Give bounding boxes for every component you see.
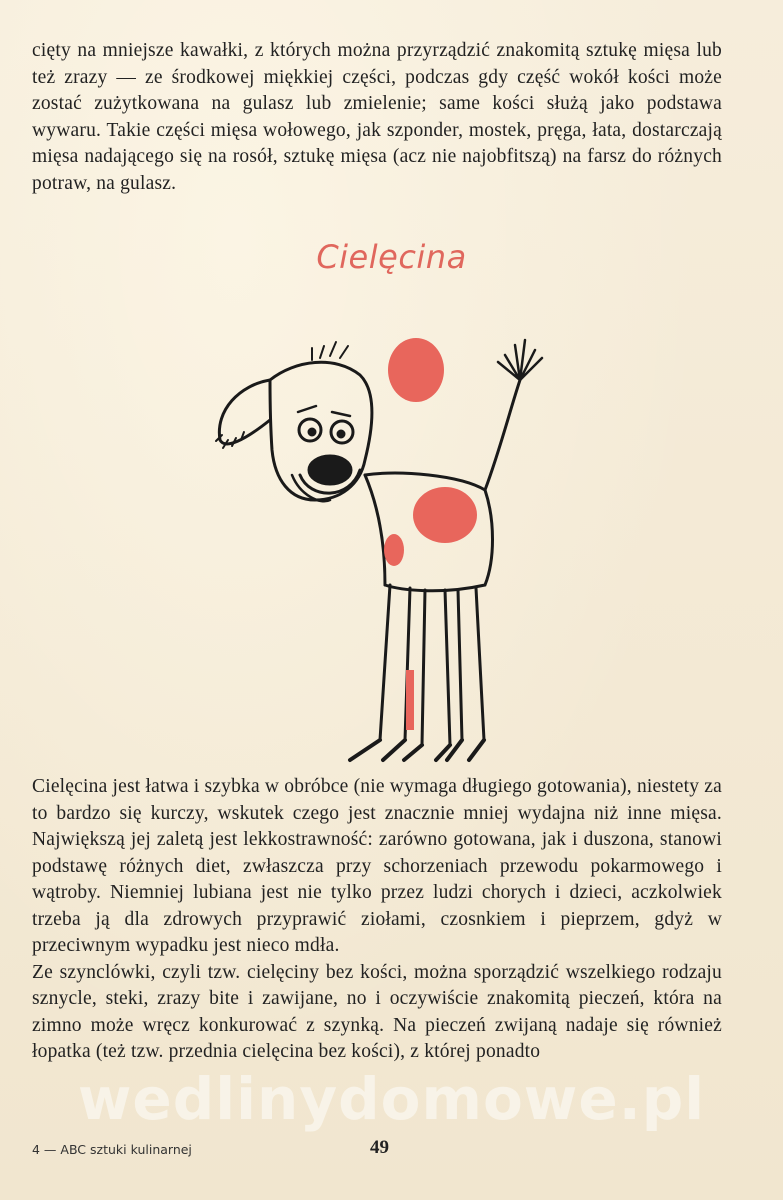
calf-icon [200,300,570,770]
section-paragraph-2: Ze szynclówki, czyli tzw. cielęciny bez kości, można sporządzić wszelkiego rodzaju sznycle, steki, zrazy bite i zawijane, no i oczywiście znakomitą pieczeń, która na zimno może wręcz konkurować z szynką. Na pieczeń zwijaną nadaje się również łopatka (też tzw. przednia cielęcina bez kości), z której ponadto [32,961,722,1062]
section-text-block [32,774,722,1066]
section-title: Cielęcina [316,238,467,276]
intro-text-block [32,38,722,197]
page-number: 49 [370,1137,389,1158]
watermark: wedlinydomowe.pl [77,1065,706,1133]
section-paragraph-1: Cielęcina jest łatwa i szybka w obróbce (nie wymaga długiego gotowania), niestety za to bardzo się kurczy, wskutek czego jest znacznie mniej wydajna niż inne mięsa. Największą jej zaletą jest lekkostrawność: zarówno gotowana, jak i duszona, stanowi podstawę różnych diet, zwłaszcza przy schorzeniach przewodu pokarmowego i wątroby. Niemniej lubiana jest nie tylko przez ludzi chorych i dzieci, aczkolwiek trzeba ją dla zdrowych przyprawić ziołami, czosnkiem i pieprzem, gdyż w przeciwnym wypadku jest nieco mdła. [32,776,722,956]
book-reference: 4 — ABC sztuki kulinarnej [32,1142,192,1157]
intro-paragraph: cięty na mniejsze kawałki, z których można przyrządzić znakomitą sztukę mięsa lub też zrazy — ze środkowej miękkiej części, podczas gdy część wokół kości może zostać zużytkowana na gulasz lub zmielenie; same kości służą jako podstawa wywaru. Takie części mięsa wołowego, jak szponder, mostek, pręga, łata, dostarczają mięsa nadającego się na rosół, sztukę mięsa (acz nie najobfitszą) na farsz do różnych potraw, na gulasz. [32,40,722,194]
